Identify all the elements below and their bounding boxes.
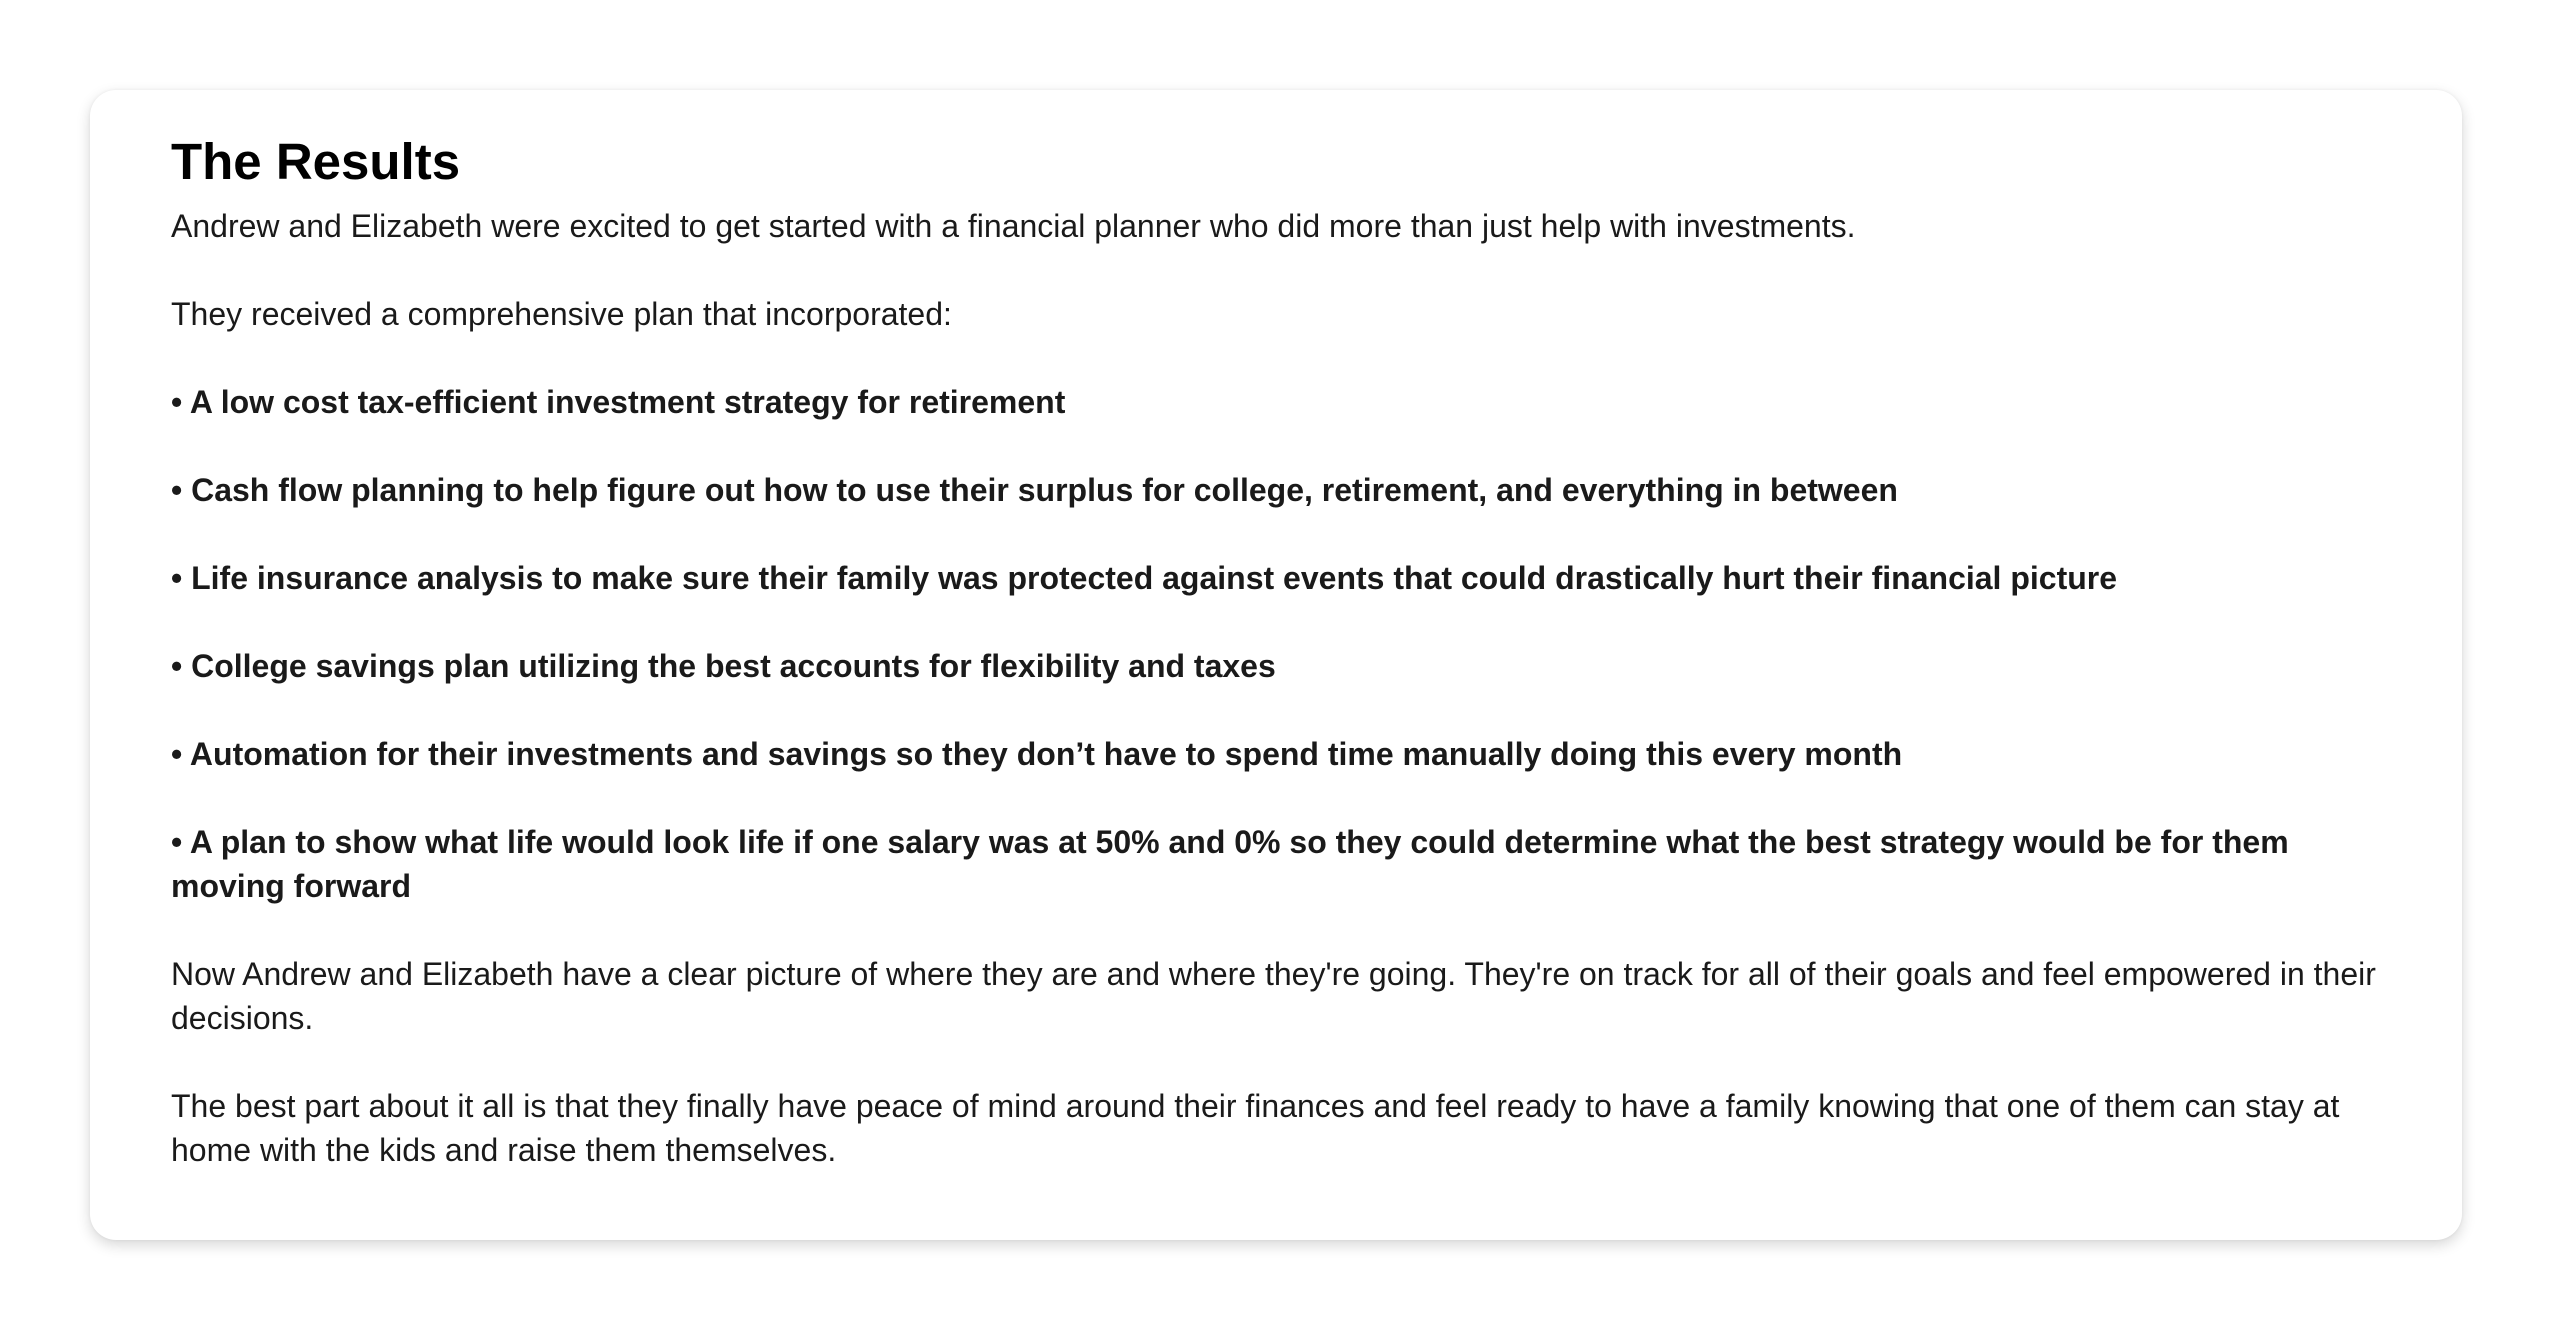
conclusion-paragraph: Now Andrew and Elizabeth have a clear picture of where they are and where they're going. They're on track for all of their goals and feel empowered in their decisions. [171,956,2376,1036]
bullet-item: • Cash flow planning to help figure out how to use their surplus for college, retirement, and everything in between [171,472,1898,508]
bullet-item: • A low cost tax-efficient investment strategy for retirement [171,384,1066,420]
results-card [90,90,2462,1240]
bullet-item: • A plan to show what life would look life if one salary was at 50% and 0% so they could determine what the best strategy would be for them moving forward [171,824,2289,904]
intro-paragraph: Andrew and Elizabeth were excited to get started with a financial planner who did more than just help with investments. [171,208,1856,244]
bullet-item: • Life insurance analysis to make sure their family was protected against events that could drastically hurt their financial picture [171,560,2118,596]
bullet-item: • College savings plan utilizing the best accounts for flexibility and taxes [171,648,1276,684]
closing-paragraph: The best part about it all is that they finally have peace of mind around their finances and feel ready to have a family knowing that one of them can stay at home with the kids and raise them themselves. [171,1088,2340,1168]
section-title: The Results [171,133,461,190]
lead-in-paragraph: They received a comprehensive plan that incorporated: [171,296,952,332]
bullet-item: • Automation for their investments and savings so they don’t have to spend time manually doing this every month [171,736,1903,772]
